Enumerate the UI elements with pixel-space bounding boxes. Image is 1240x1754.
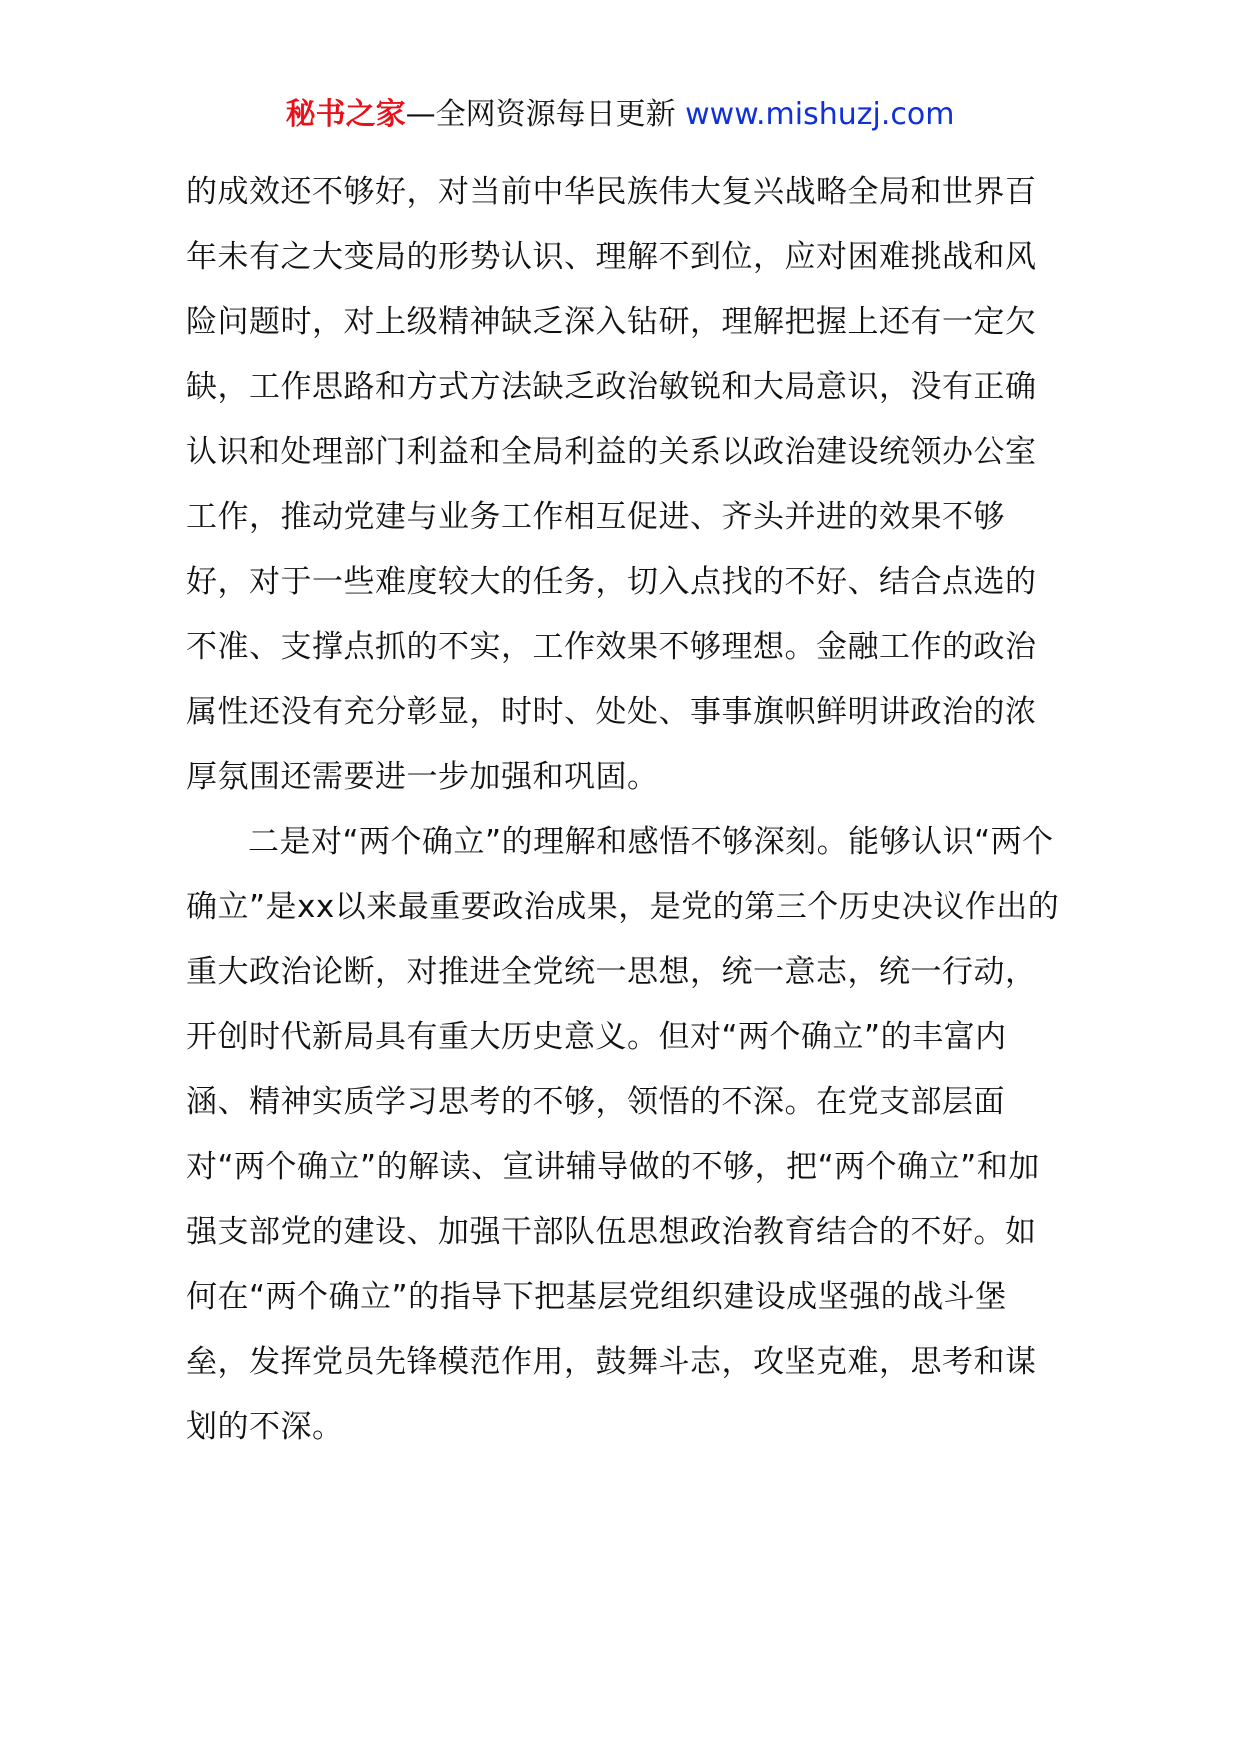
paragraph-two-establishments: 二是对“两个确立”的理解和感悟不够深刻。能够认识“两个确立”是xx以来最重要政治成果，是党的第三个历史决议作出的重大政治论断，对推进全党统一思想，统一意志，统一行动，开创时代新局具有重大历史意义。但对“两个确立”的丰富内涵、精神实质学习思考的不够，领悟的不深。在党支部层面对“两个确立”的解读、宣讲辅导做的不够，把“两个确立”和加强支部党的建设、加强干部队伍思想政治教育结合的不好。如何在“两个确立”的指导下把基层党组织建设成坚强的战斗堡垒，发挥党员先锋模范作用，鼓舞斗志，攻坚克难，思考和谋划的不深。: [186, 824, 1060, 1445]
paragraph-continued: 的成效还不够好，对当前中华民族伟大复兴战略全局和世界百年未有之大变局的形势认识、理解不到位，应对困难挑战和风险问题时，对上级精神缺乏深入钻研，理解把握上还有一定欠缺，工作思路和方式方法缺乏政治敏锐和大局意识，没有正确认识和处理部门利益和全局利益的关系以政治建设统领办公室工作，推动党建与业务工作相互促进、齐头并进的效果不够好，对于一些难度较大的任务，切入点找的不好、结合点选的不准、支撑点抓的不实，工作效果不够理想。金融工作的政治属性还没有充分彰显，时时、处处、事事旗帜鲜明讲政治的浓厚氛围还需要进一步加强和巩固。: [186, 174, 1037, 795]
site-url-link[interactable]: www.mishuzj.com: [685, 97, 955, 132]
page-header: [0, 95, 1240, 135]
brand-name: 秘书之家: [285, 97, 406, 132]
document-body: [186, 160, 1062, 1460]
header-tagline: —全网资源每日更新: [405, 97, 686, 132]
